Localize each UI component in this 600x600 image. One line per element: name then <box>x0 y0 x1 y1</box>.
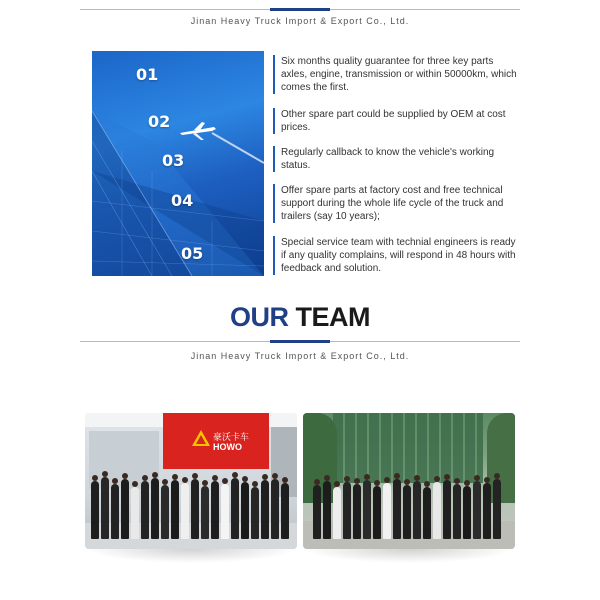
person-head <box>464 480 470 486</box>
team-divider-accent <box>270 340 330 343</box>
photo-shadow-right <box>303 549 515 563</box>
person-silhouette <box>261 480 269 539</box>
person-head <box>142 475 148 481</box>
howo-banner-cn: 豪沃卡车 <box>213 433 250 443</box>
person-head <box>122 473 128 479</box>
person-silhouette <box>493 479 501 539</box>
person-silhouette <box>221 484 229 539</box>
service-number-05: 05 <box>181 244 204 263</box>
person-head <box>314 479 320 485</box>
person-silhouette <box>333 487 341 539</box>
person-head <box>262 474 268 480</box>
person-head <box>334 481 340 487</box>
person-silhouette <box>231 478 239 539</box>
team-title <box>0 302 600 333</box>
person-head <box>242 476 248 482</box>
group-people-indoor <box>85 413 297 549</box>
service-number-01: 01 <box>136 65 159 84</box>
person-head <box>92 475 98 481</box>
service-point-4: Offer spare parts at factory cost and free technical support during the whole life cycle of the truck and trailers (say 10 years); <box>273 184 518 223</box>
person-silhouette <box>473 481 481 539</box>
person-head <box>324 475 330 481</box>
person-head <box>444 474 450 480</box>
person-head <box>394 473 400 479</box>
person-silhouette <box>403 485 411 539</box>
person-silhouette <box>373 486 381 539</box>
service-point-2: Other spare part could be supplied by OEM at cost prices. <box>273 108 518 134</box>
service-point-3: Regularly callback to know the vehicle's working status. <box>273 146 518 172</box>
person-head <box>272 473 278 479</box>
person-silhouette <box>151 478 159 539</box>
person-head <box>222 478 228 484</box>
person-silhouette <box>121 479 129 539</box>
person-head <box>102 471 108 477</box>
person-silhouette <box>161 485 169 539</box>
person-silhouette <box>91 481 99 539</box>
person-silhouette <box>181 483 189 539</box>
person-silhouette <box>343 482 351 539</box>
person-head <box>474 475 480 481</box>
person-head <box>182 477 188 483</box>
person-silhouette <box>463 486 471 539</box>
person-silhouette <box>141 481 149 539</box>
person-silhouette <box>211 481 219 539</box>
service-number-04: 04 <box>171 191 194 210</box>
person-head <box>454 478 460 484</box>
person-head <box>384 477 390 483</box>
person-head <box>212 475 218 481</box>
person-silhouette <box>201 486 209 539</box>
team-photo-indoor <box>85 413 297 549</box>
person-head <box>232 472 238 478</box>
person-head <box>374 480 380 486</box>
howo-banner-brand: HOWO <box>213 442 242 452</box>
person-head <box>354 478 360 484</box>
person-head <box>282 477 288 483</box>
service-number-03: 03 <box>162 151 185 170</box>
person-silhouette <box>433 482 441 539</box>
person-head <box>112 478 118 484</box>
person-head <box>152 472 158 478</box>
person-silhouette <box>453 484 461 539</box>
person-silhouette <box>443 480 451 539</box>
team-title-word1: OUR <box>229 302 289 332</box>
person-silhouette <box>423 487 431 539</box>
person-silhouette <box>271 479 279 539</box>
group-people-outdoor <box>303 413 515 549</box>
person-silhouette <box>393 479 401 539</box>
person-head <box>434 476 440 482</box>
person-silhouette <box>241 482 249 539</box>
person-silhouette <box>363 480 371 539</box>
person-head <box>172 474 178 480</box>
person-head <box>424 481 430 487</box>
person-head <box>484 477 490 483</box>
person-head <box>414 475 420 481</box>
team-title-word2: TEAM <box>295 302 370 332</box>
person-silhouette <box>313 485 321 539</box>
person-silhouette <box>483 483 491 539</box>
person-silhouette <box>191 479 199 539</box>
team-photo-outdoor <box>303 413 515 549</box>
person-silhouette <box>383 483 391 539</box>
person-head <box>132 481 138 487</box>
person-head <box>344 476 350 482</box>
service-point-1: Six months quality guarantee for three key parts axles, engine, transmission or within 50000km, which comes the first. <box>273 55 518 94</box>
company-name-team: Jinan Heavy Truck Import & Export Co., Ltd. <box>190 351 410 361</box>
person-silhouette <box>131 487 139 539</box>
person-head <box>364 474 370 480</box>
company-name-top: Jinan Heavy Truck Import & Export Co., Ltd. <box>190 16 410 26</box>
person-head <box>252 481 258 487</box>
photo-shadow-left <box>85 549 297 563</box>
person-head <box>404 479 410 485</box>
person-head <box>162 479 168 485</box>
person-silhouette <box>251 487 259 539</box>
person-silhouette <box>353 484 361 539</box>
person-silhouette <box>323 481 331 539</box>
person-silhouette <box>111 484 119 539</box>
service-point-5: Special service team with technial engineers is ready if any quality complains, will respond in 48 hours with feedback and solution. <box>273 236 518 275</box>
person-head <box>192 473 198 479</box>
service-number-02: 02 <box>148 112 171 131</box>
service-image <box>92 51 264 276</box>
person-silhouette <box>281 483 289 539</box>
person-head <box>494 473 500 479</box>
person-silhouette <box>413 481 421 539</box>
airplane-icon <box>178 121 218 141</box>
top-divider-accent <box>270 8 330 11</box>
person-silhouette <box>101 477 109 539</box>
person-silhouette <box>171 480 179 539</box>
person-head <box>202 480 208 486</box>
